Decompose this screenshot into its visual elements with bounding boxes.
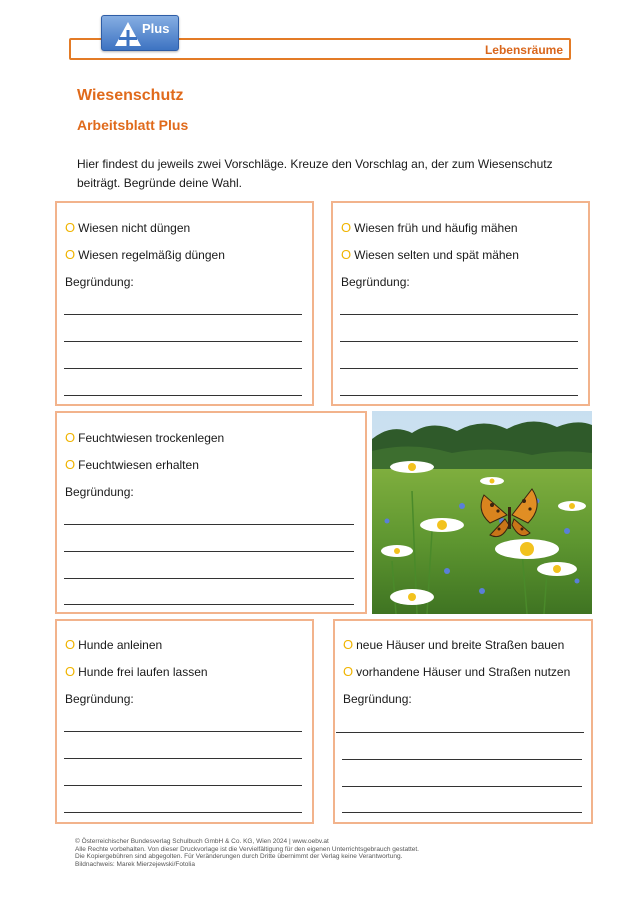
- answer-line[interactable]: [342, 812, 582, 813]
- checkbox-circle[interactable]: O: [65, 664, 76, 679]
- plus-logo: [101, 15, 179, 51]
- answer-line[interactable]: [342, 759, 582, 760]
- page-title: Wiesenschutz: [77, 87, 184, 104]
- answer-line[interactable]: [336, 732, 584, 733]
- intro-text: Hier findest du jeweils zwei Vorschläge. Kreuze den Vorschlag an, der zum Wiesenschutz beiträgt. Begründe deine Wahl.: [77, 157, 553, 190]
- answer-line[interactable]: [64, 758, 302, 759]
- checkbox-circle[interactable]: O: [343, 637, 354, 652]
- answer-line[interactable]: [64, 731, 302, 732]
- task-box-1: [55, 201, 314, 406]
- answer-line[interactable]: [64, 341, 302, 342]
- checkbox-circle[interactable]: O: [65, 637, 76, 652]
- answer-line[interactable]: [64, 551, 354, 552]
- option-row[interactable]: [341, 247, 519, 262]
- answer-line[interactable]: [340, 368, 578, 369]
- option-label: Feuchtwiesen erhalten: [78, 458, 199, 472]
- checkbox-circle[interactable]: O: [343, 664, 354, 679]
- checkbox-circle[interactable]: O: [65, 220, 76, 235]
- option-label: Wiesen nicht düngen: [78, 221, 191, 235]
- footer-line: Alle Rechte vorbehalten. Von dieser Druckvorlage ist die Vervielfältigung für den eigenen Unterrichtsgebrauch gestattet.: [75, 845, 419, 853]
- answer-line[interactable]: [340, 341, 578, 342]
- option-label: neue Häuser und breite Straßen bauen: [356, 638, 565, 652]
- task-box-5: [333, 619, 593, 824]
- option-label: Wiesen früh und häufig mähen: [354, 221, 518, 235]
- option-row[interactable]: [65, 220, 190, 235]
- checkbox-circle[interactable]: O: [341, 247, 352, 262]
- option-row[interactable]: [65, 664, 208, 679]
- option-label: Hunde anleinen: [78, 638, 163, 652]
- reason-label: Begründung:: [65, 485, 134, 499]
- option-label: Wiesen regelmäßig düngen: [78, 248, 225, 262]
- logo-text: Plus: [142, 21, 170, 36]
- answer-line[interactable]: [64, 604, 354, 605]
- answer-line[interactable]: [64, 314, 302, 315]
- answer-line[interactable]: [64, 368, 302, 369]
- reason-label: Begründung:: [341, 275, 410, 289]
- option-row[interactable]: [341, 220, 518, 235]
- answer-line[interactable]: [64, 812, 302, 813]
- option-row[interactable]: [65, 247, 225, 262]
- option-row[interactable]: [65, 637, 162, 652]
- option-label: Wiesen selten und spät mähen: [354, 248, 519, 262]
- page-subtitle: Arbeitsblatt Plus: [77, 117, 189, 133]
- task-box-4: [55, 619, 314, 824]
- reason-label: Begründung:: [65, 692, 134, 706]
- option-row[interactable]: [65, 457, 199, 472]
- meadow-butterfly-photo: [372, 411, 592, 614]
- answer-line[interactable]: [64, 785, 302, 786]
- task-box-2: [331, 201, 590, 406]
- option-label: Hunde frei laufen lassen: [78, 665, 208, 679]
- option-label: Feuchtwiesen trockenlegen: [78, 431, 225, 445]
- triangle-logo-icon: [114, 20, 142, 48]
- footer-line: Bildnachweis: Marek Mierzejewski/Fotolia: [75, 860, 195, 868]
- footer-line: Die Kopiergebühren sind abgegolten. Für Veränderungen durch Dritte übernimmt der Verlag keine Verantwortung.: [75, 853, 403, 861]
- reason-label: Begründung:: [343, 692, 412, 706]
- answer-line[interactable]: [64, 578, 354, 579]
- option-row[interactable]: [343, 637, 564, 652]
- checkbox-circle[interactable]: O: [65, 247, 76, 262]
- section-label: Lebensräume: [484, 43, 563, 57]
- checkbox-circle[interactable]: O: [65, 430, 76, 445]
- option-label: vorhandene Häuser und Straßen nutzen: [356, 665, 571, 679]
- answer-line[interactable]: [342, 786, 582, 787]
- task-box-3: [55, 411, 367, 614]
- copyright-footer: [75, 838, 555, 868]
- footer-line: © Österreichischer Bundesverlag Schulbuch GmbH & Co. KG, Wien 2024 | www.oebv.at: [75, 838, 329, 845]
- answer-line[interactable]: [64, 524, 354, 525]
- answer-line[interactable]: [340, 395, 578, 396]
- reason-label: Begründung:: [65, 275, 134, 289]
- checkbox-circle[interactable]: O: [65, 457, 76, 472]
- answer-line[interactable]: [340, 314, 578, 315]
- option-row[interactable]: [343, 664, 570, 679]
- option-row[interactable]: [65, 430, 224, 445]
- answer-line[interactable]: [64, 395, 302, 396]
- checkbox-circle[interactable]: O: [341, 220, 352, 235]
